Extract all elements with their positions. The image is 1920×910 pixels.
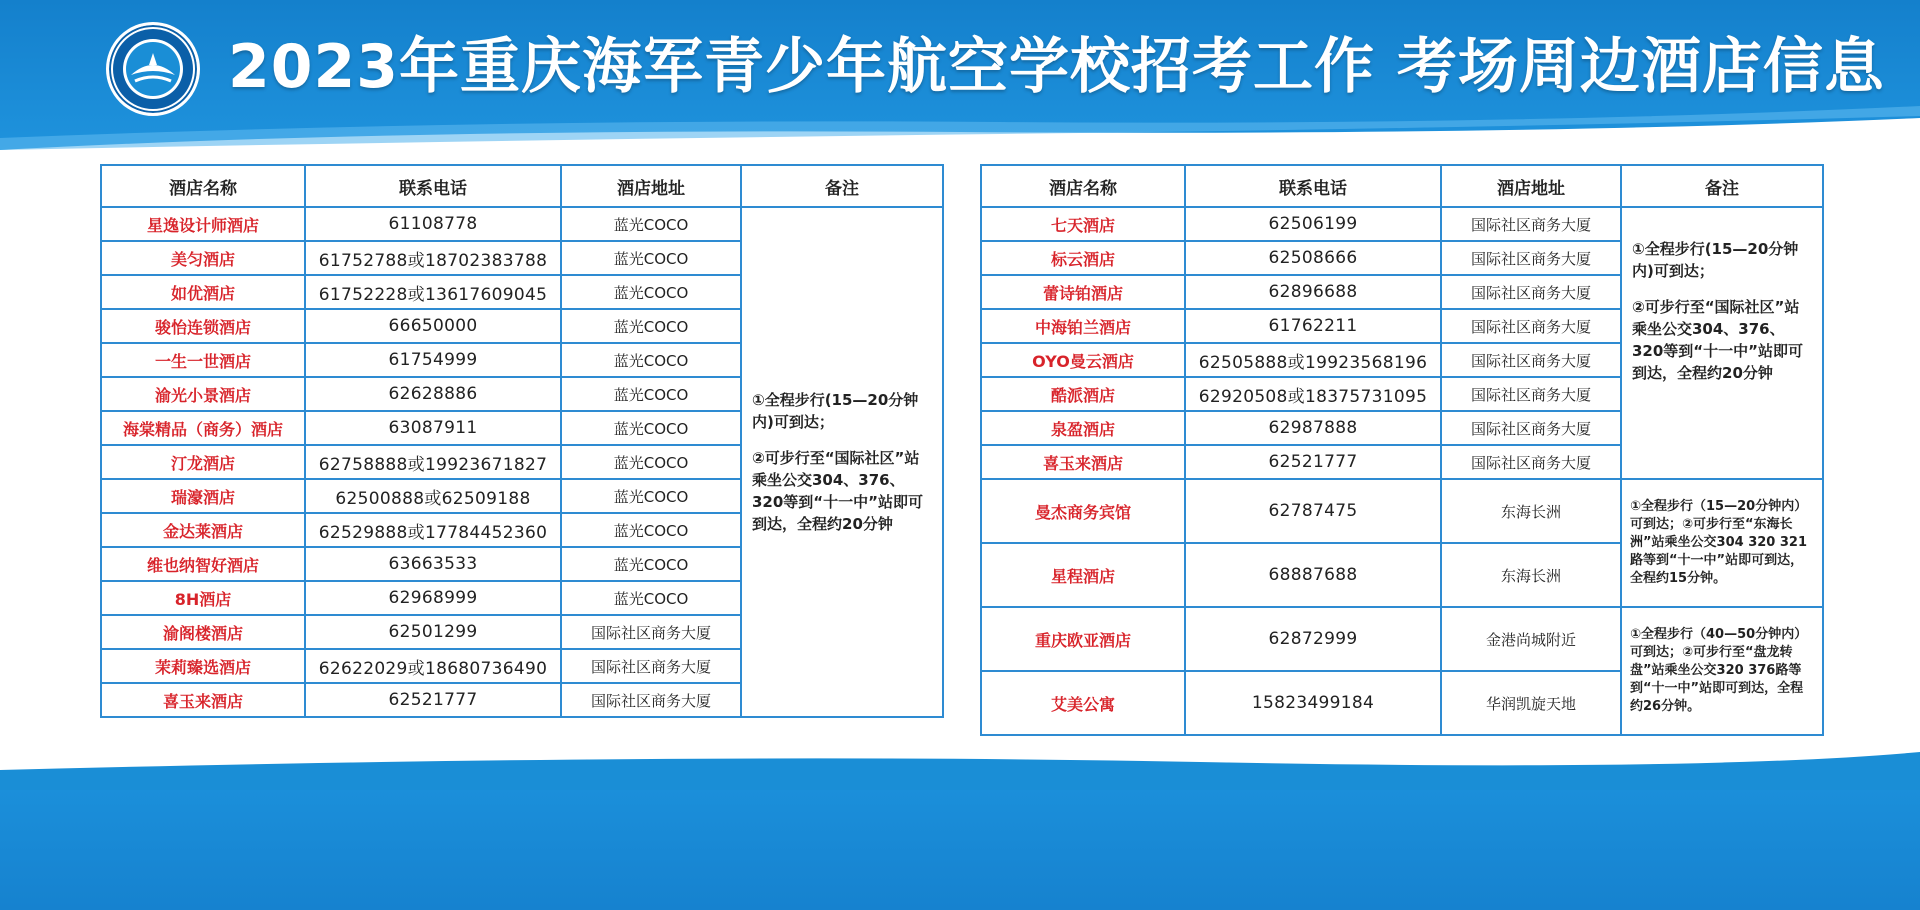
right-note-1: ①全程步行(15—20分钟内)可到达； xyxy=(1632,240,1799,280)
column-header-name: 酒店名称 xyxy=(981,165,1185,207)
column-header-address: 酒店地址 xyxy=(561,165,741,207)
hotel-phone: 62529888或17784452360 xyxy=(305,513,561,547)
hotel-phone: 61762211 xyxy=(1185,309,1441,343)
hotel-address: 蓝光COCO xyxy=(561,377,741,411)
hotel-phone: 62628886 xyxy=(305,377,561,411)
hotel-phone: 62501299 xyxy=(305,615,561,649)
hotel-address: 蓝光COCO xyxy=(561,547,741,581)
left-note xyxy=(741,207,943,717)
hotel-address: 华润凯旋天地 xyxy=(1441,671,1621,735)
hotel-name: 喜玉来酒店 xyxy=(981,445,1185,479)
hotel-table-left xyxy=(100,164,944,718)
anchor-wings-icon xyxy=(109,25,197,113)
hotel-address: 国际社区商务大厦 xyxy=(1441,411,1621,445)
hotel-name: 海棠精品（商务）酒店 xyxy=(101,411,305,445)
hotel-phone: 63087911 xyxy=(305,411,561,445)
hotel-address: 蓝光COCO xyxy=(561,275,741,309)
hotel-phone: 61754999 xyxy=(305,343,561,377)
table-row xyxy=(101,207,943,241)
hotel-phone: 68887688 xyxy=(1185,543,1441,607)
right-note-2: ②可步行至“国际社区”站乘坐公交304、376、320等到“十一中”站即可到达，全程约20分钟 xyxy=(1632,298,1804,382)
hotel-name: 如优酒店 xyxy=(101,275,305,309)
hotel-phone: 62500888或62509188 xyxy=(305,479,561,513)
table-row xyxy=(981,207,1823,241)
hotel-address: 金港尚城附近 xyxy=(1441,607,1621,671)
hotel-address: 蓝光COCO xyxy=(561,513,741,547)
hotel-address: 国际社区商务大厦 xyxy=(1441,207,1621,241)
hotel-phone: 66650000 xyxy=(305,309,561,343)
hotel-name: 一生一世酒店 xyxy=(101,343,305,377)
column-header-note: 备注 xyxy=(741,165,943,207)
table-row xyxy=(981,479,1823,543)
table-header-row xyxy=(981,165,1823,207)
column-header-phone: 联系电话 xyxy=(1185,165,1441,207)
hotel-name: 曼杰商务宾馆 xyxy=(981,479,1185,543)
hotel-name: 汀龙酒店 xyxy=(101,445,305,479)
hotel-address: 蓝光COCO xyxy=(561,207,741,241)
hotel-name: 泉盈酒店 xyxy=(981,411,1185,445)
hotel-address: 蓝光COCO xyxy=(561,479,741,513)
hotel-address: 国际社区商务大厦 xyxy=(1441,275,1621,309)
hotel-address: 国际社区商务大厦 xyxy=(561,683,741,717)
column-header-phone: 联系电话 xyxy=(305,165,561,207)
hotel-name: 渝光小景酒店 xyxy=(101,377,305,411)
column-header-address: 酒店地址 xyxy=(1441,165,1621,207)
hotel-name: 瑞濠酒店 xyxy=(101,479,305,513)
column-header-note: 备注 xyxy=(1621,165,1823,207)
hotel-name: 维也纳智好酒店 xyxy=(101,547,305,581)
hotel-phone: 62622029或18680736490 xyxy=(305,649,561,683)
hotel-address: 蓝光COCO xyxy=(561,411,741,445)
column-header-name: 酒店名称 xyxy=(101,165,305,207)
hotel-name: 中海铂兰酒店 xyxy=(981,309,1185,343)
hotel-address: 国际社区商务大厦 xyxy=(1441,377,1621,411)
hotel-name: 喜玉来酒店 xyxy=(101,683,305,717)
hotel-address: 蓝光COCO xyxy=(561,241,741,275)
hotel-name: 星程酒店 xyxy=(981,543,1185,607)
left-note-2: ②可步行至“国际社区”站乘坐公交304、376、320等到“十一中”站即可到达，全程约20分钟 xyxy=(752,449,924,533)
hotel-address: 国际社区商务大厦 xyxy=(1441,343,1621,377)
right-note-group-1 xyxy=(1621,207,1823,479)
hotel-phone: 61752788或18702383788 xyxy=(305,241,561,275)
hotel-address: 东海长洲 xyxy=(1441,543,1621,607)
hotel-phone: 62896688 xyxy=(1185,275,1441,309)
hotel-name: 蕾诗铂酒店 xyxy=(981,275,1185,309)
hotel-phone: 61108778 xyxy=(305,207,561,241)
footer-background xyxy=(0,790,1920,910)
hotel-address: 国际社区商务大厦 xyxy=(561,649,741,683)
hotel-name: 渝阁楼酒店 xyxy=(101,615,305,649)
hotel-phone: 62505888或19923568196 xyxy=(1185,343,1441,377)
school-logo xyxy=(106,22,200,116)
hotel-address: 国际社区商务大厦 xyxy=(561,615,741,649)
hotel-name: 美匀酒店 xyxy=(101,241,305,275)
hotel-name: 艾美公寓 xyxy=(981,671,1185,735)
hotel-phone: 62508666 xyxy=(1185,241,1441,275)
table-row xyxy=(981,607,1823,671)
hotel-name: OYO曼云酒店 xyxy=(981,343,1185,377)
hotel-phone: 62920508或18375731095 xyxy=(1185,377,1441,411)
hotel-address: 蓝光COCO xyxy=(561,309,741,343)
hotel-name: 骏怡连锁酒店 xyxy=(101,309,305,343)
hotel-name: 酷派酒店 xyxy=(981,377,1185,411)
hotel-address: 国际社区商务大厦 xyxy=(1441,241,1621,275)
hotel-phone: 62787475 xyxy=(1185,479,1441,543)
hotel-name: 重庆欧亚酒店 xyxy=(981,607,1185,671)
hotel-phone: 62987888 xyxy=(1185,411,1441,445)
right-note-group-2: ①全程步行（15—20分钟内）可到达；②可步行至“东海长洲”站乘坐公交304 320 321路等到“十一中”站即可到达，全程约15分钟。 xyxy=(1621,479,1823,607)
hotel-address: 蓝光COCO xyxy=(561,445,741,479)
hotel-table-right xyxy=(980,164,1824,736)
hotel-address: 东海长洲 xyxy=(1441,479,1621,543)
hotel-name: 金达莱酒店 xyxy=(101,513,305,547)
hotel-name: 星逸设计师酒店 xyxy=(101,207,305,241)
hotel-name: 七天酒店 xyxy=(981,207,1185,241)
hotel-address: 蓝光COCO xyxy=(561,581,741,615)
left-note-1: ①全程步行(15—20分钟内)可到达； xyxy=(752,391,919,431)
hotel-name: 8H酒店 xyxy=(101,581,305,615)
hotel-phone: 62521777 xyxy=(305,683,561,717)
hotel-phone: 62521777 xyxy=(1185,445,1441,479)
hotel-phone: 62506199 xyxy=(1185,207,1441,241)
hotel-address: 国际社区商务大厦 xyxy=(1441,445,1621,479)
hotel-phone: 62872999 xyxy=(1185,607,1441,671)
hotel-name: 标云酒店 xyxy=(981,241,1185,275)
hotel-address: 蓝光COCO xyxy=(561,343,741,377)
hotel-phone: 63663533 xyxy=(305,547,561,581)
hotel-phone: 15823499184 xyxy=(1185,671,1441,735)
table-header-row xyxy=(101,165,943,207)
page-title: 2023年重庆海军青少年航空学校招考工作 考场周边酒店信息 xyxy=(228,32,1885,102)
right-note-group-3: ①全程步行（40—50分钟内）可到达；②可步行至“盘龙转盘”站乘坐公交320 376路等到“十一中”站即可到达，全程约26分钟。 xyxy=(1621,607,1823,735)
hotel-phone: 62758888或19923671827 xyxy=(305,445,561,479)
hotel-phone: 62968999 xyxy=(305,581,561,615)
hotel-phone: 61752228或13617609045 xyxy=(305,275,561,309)
hotel-name: 茉莉臻选酒店 xyxy=(101,649,305,683)
hotel-address: 国际社区商务大厦 xyxy=(1441,309,1621,343)
